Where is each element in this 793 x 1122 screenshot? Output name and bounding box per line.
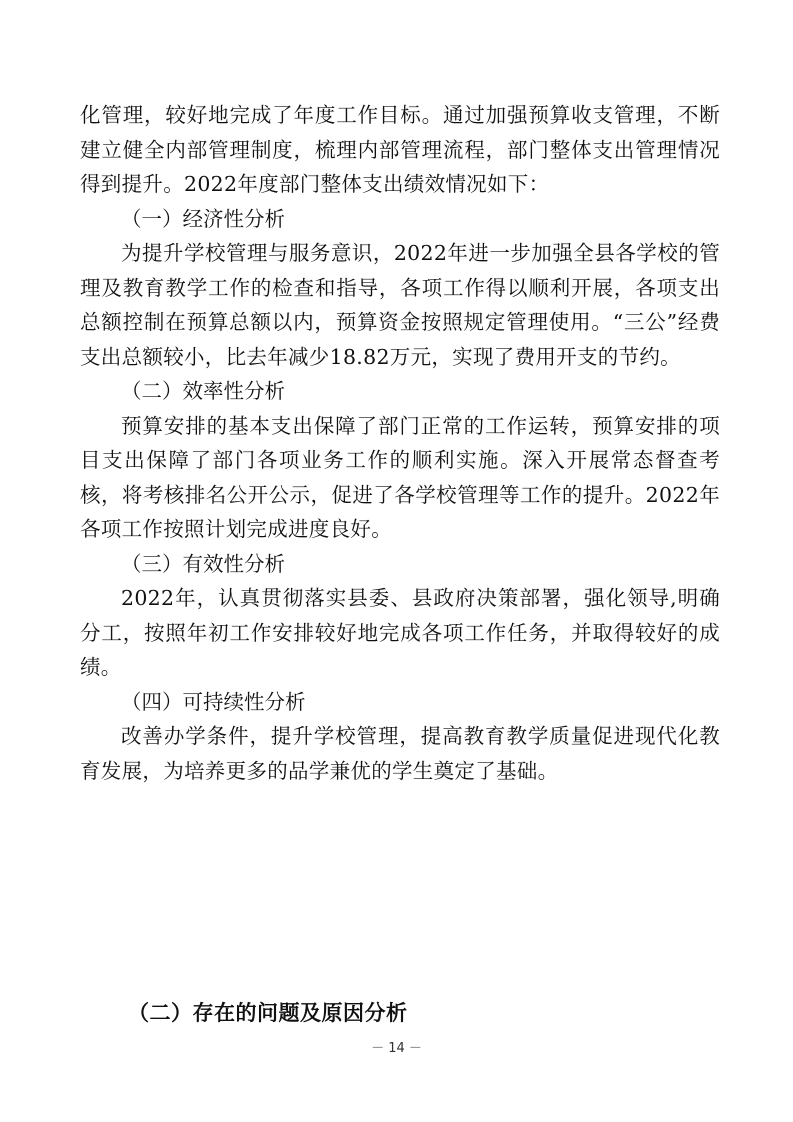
page-number: － 14 －: [371, 1041, 422, 1056]
economy-analysis-paragraph: 为提升学校管理与服务意识，2022年进一步加强全县各学校的管理及教育教学工作的检查和指导，各项工作得以顺利开展，各项支出总额控制在预算总额以内，预算资金按照规定管理使用。“三公”经费支出总额较小，比去年减少18.82万元，实现了费用开支的节约。: [80, 241, 720, 369]
efficiency-analysis-heading: （二）效率性分析: [121, 379, 285, 403]
sustainability-analysis-paragraph: 改善办学条件，提升学校管理，提高教育教学质量促进现代化教育发展，为培养更多的品学兼优的学生奠定了基础。: [80, 724, 720, 783]
effectiveness-analysis-heading: （三）有效性分析: [121, 551, 285, 576]
problems-section-heading: （二）存在的问题及原因分析: [128, 1000, 408, 1025]
effectiveness-analysis-paragraph: 2022年，认真贯彻落实县委、县政府决策部署，强化领导,明确分工，按照年初工作安排较好地完成各项工作任务，并取得较好的成绩。: [80, 586, 720, 679]
document-body: [80, 98, 720, 788]
economy-analysis-heading: （一）经济性分析: [121, 206, 285, 231]
efficiency-analysis-paragraph: 预算安排的基本支出保障了部门正常的工作运转，预算安排的项目支出保障了部门各项业务工作的顺利实施。深入开展常态督查考核，将考核排名公开公示，促进了各学校管理等工作的提升。2022年各项工作按照计划完成进度良好。: [80, 413, 720, 541]
intro-paragraph: 化管理，较好地完成了年度工作目标。通过加强预算收支管理，不断建立健全内部管理制度，梳理内部管理流程，部门整体支出管理情况得到提升。2022年度部门整体支出绩效情况如下：: [80, 103, 720, 196]
sustainability-analysis-heading: （四）可持续性分析: [121, 689, 306, 714]
